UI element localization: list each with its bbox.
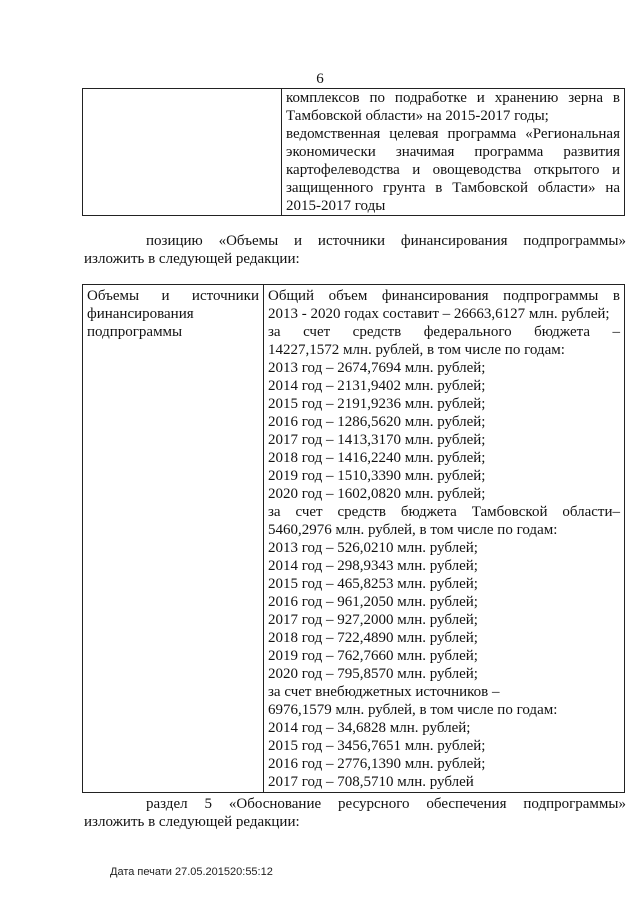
funding-line: Общий объем финансирования подпрограммы в bbox=[268, 288, 620, 304]
paragraph-line: позицию «Объемы и источники финансирования подпрограммы» bbox=[146, 233, 626, 249]
funding-line: 2014 год – 2131,9402 млн. рублей; bbox=[268, 378, 486, 394]
funding-line: 2019 год – 1510,3390 млн. рублей; bbox=[268, 468, 486, 484]
text-line: ведомственная целевая программа «Региональная bbox=[286, 126, 620, 142]
instruction-paragraph-funding bbox=[84, 232, 626, 268]
text-line: Тамбовской области» на 2015-2017 годы; bbox=[286, 108, 549, 124]
funding-line: 2016 год – 1286,5620 млн. рублей; bbox=[268, 414, 486, 430]
funding-line: 2018 год – 1416,2240 млн. рублей; bbox=[268, 450, 486, 466]
table-left-cell bbox=[83, 89, 282, 216]
funding-line: 2017 год – 1413,3170 млн. рублей; bbox=[268, 432, 486, 448]
funding-line: 2017 год – 708,5710 млн. рублей bbox=[268, 774, 474, 790]
funding-line: 2015 год – 2191,9236 млн. рублей; bbox=[268, 396, 486, 412]
funding-line: 2015 год – 3456,7651 млн. рублей; bbox=[268, 738, 486, 754]
funding-volume-table bbox=[82, 284, 625, 793]
text-line: защищенного грунта в Тамбовской области» на bbox=[286, 180, 620, 196]
funding-line: 2014 год – 298,9343 млн. рублей; bbox=[268, 558, 478, 574]
paragraph-line: изложить в следующей редакции: bbox=[84, 251, 300, 267]
funding-line: 2014 год – 34,6828 млн. рублей; bbox=[268, 720, 471, 736]
funding-line: за счет средств федерального бюджета – bbox=[268, 324, 620, 340]
funding-line: 2017 год – 927,2000 млн. рублей; bbox=[268, 612, 478, 628]
paragraph-line: раздел 5 «Обоснование ресурсного обеспечения подпрограммы» bbox=[146, 796, 626, 812]
funding-content-cell bbox=[264, 285, 625, 793]
funding-line: 2020 год – 795,8570 млн. рублей; bbox=[268, 666, 478, 682]
print-date-footer: Дата печати 27.05.201520:55:12 bbox=[110, 866, 273, 878]
text-line: экономически значимая программа развития bbox=[286, 144, 620, 160]
page-number: 6 bbox=[316, 71, 324, 87]
label-line: подпрограммы bbox=[87, 324, 183, 340]
funding-line: 5460,2976 млн. рублей, в том числе по годам: bbox=[268, 522, 558, 538]
funding-line: 2016 год – 961,2050 млн. рублей; bbox=[268, 594, 478, 610]
label-line: финансирования bbox=[87, 306, 194, 322]
funding-line: за счет внебюджетных источников – bbox=[268, 684, 500, 700]
funding-line: 2013 год – 526,0210 млн. рублей; bbox=[268, 540, 478, 556]
funding-line: 2013 - 2020 годах составит – 26663,6127 млн. рублей; bbox=[268, 306, 610, 322]
funding-line: за счет средств бюджета Тамбовской области– bbox=[268, 504, 620, 520]
funding-line: 6976,1579 млн. рублей, в том числе по годам: bbox=[268, 702, 558, 718]
instruction-paragraph-section5 bbox=[84, 795, 626, 831]
funding-line: 14227,1572 млн. рублей, в том числе по годам: bbox=[268, 342, 565, 358]
text-line: комплексов по подработке и хранению зерна в bbox=[286, 90, 620, 106]
program-continuation-table bbox=[82, 88, 625, 216]
funding-line: 2016 год – 2776,1390 млн. рублей; bbox=[268, 756, 486, 772]
paragraph-line: изложить в следующей редакции: bbox=[84, 814, 300, 830]
text-line: 2015-2017 годы bbox=[286, 198, 386, 214]
funding-line: 2019 год – 762,7660 млн. рублей; bbox=[268, 648, 478, 664]
table-right-cell bbox=[282, 89, 625, 216]
text-line: картофелеводства и овощеводства открытого и bbox=[286, 162, 620, 178]
funding-line: 2018 год – 722,4890 млн. рублей; bbox=[268, 630, 478, 646]
funding-label-cell bbox=[83, 285, 264, 793]
funding-line: 2015 год – 465,8253 млн. рублей; bbox=[268, 576, 478, 592]
funding-line: 2013 год – 2674,7694 млн. рублей; bbox=[268, 360, 486, 376]
funding-line: 2020 год – 1602,0820 млн. рублей; bbox=[268, 486, 486, 502]
label-line: Объемы и источники bbox=[87, 288, 259, 304]
